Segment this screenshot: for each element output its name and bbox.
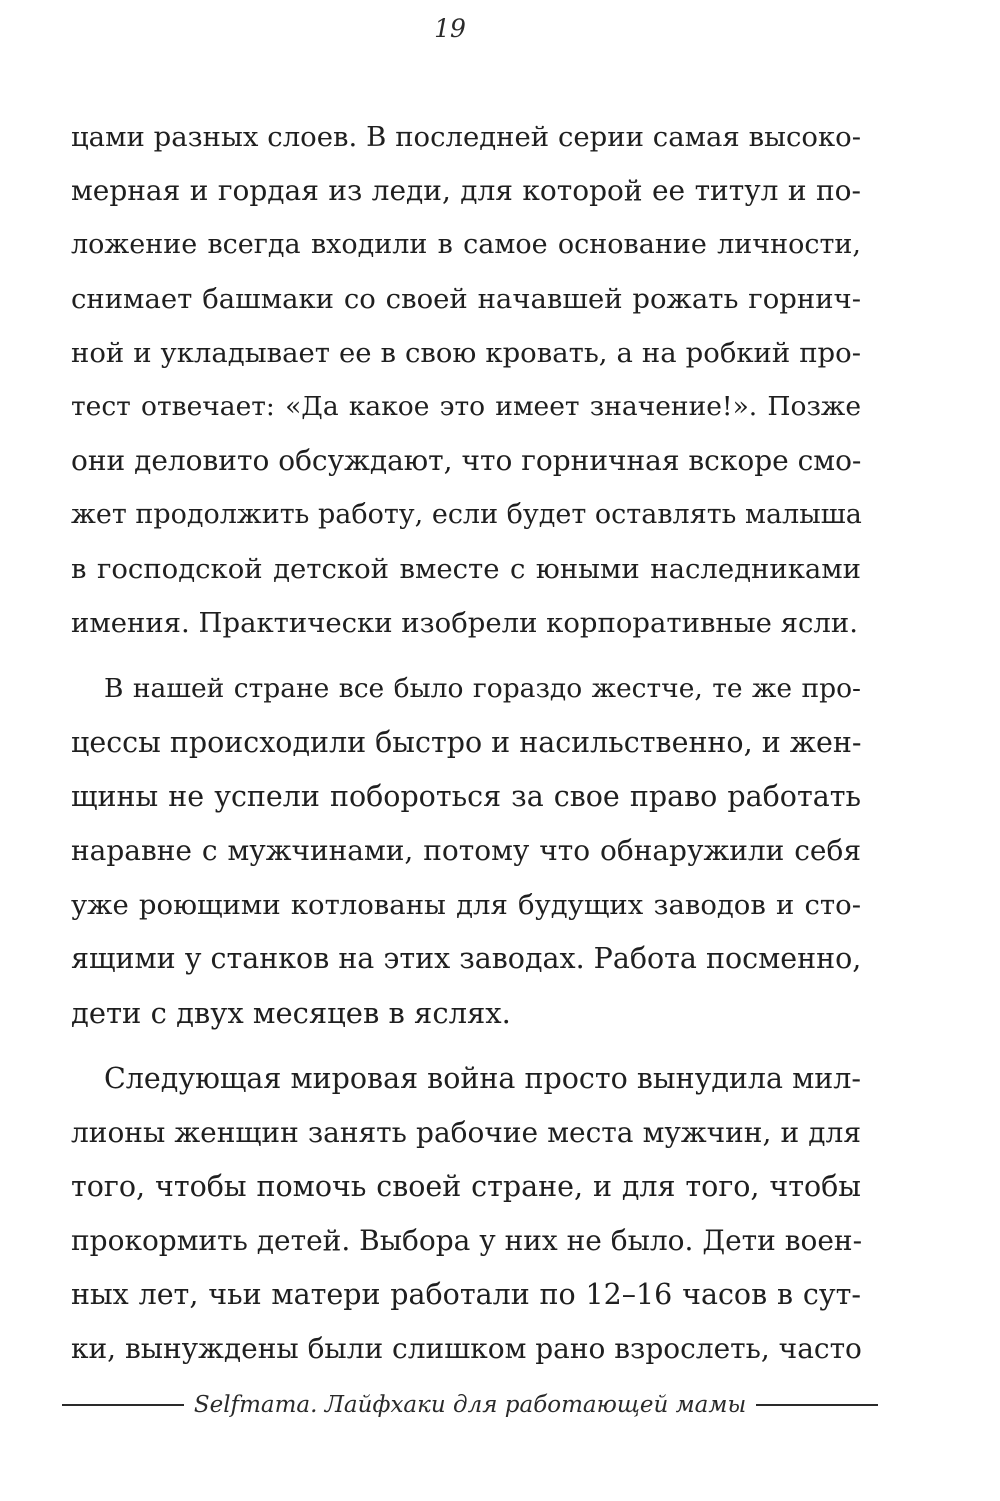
text-line: в господской детской вместе с юными наследниками [71,553,861,585]
text-line: ложение всегда входили в самое основание личности, [71,229,861,260]
text-line: наравне с мужчинами, потому что обнаружили себя [71,834,861,867]
text-line: мерная и гордая из леди, для которой ее титул и по- [71,174,861,207]
text-line: прокормить детей. Выбора у них не было. Дети воен- [71,1224,863,1257]
text-line: уже роющими котлованы для будущих заводов и сто- [71,889,861,921]
text-line: жет продолжить работу, если будет оставлять малыша [71,499,862,530]
text-line: ной и укладывает ее в свою кровать, а на робкий про- [71,337,861,369]
text-line: В нашей стране все было гораздо жестче, те же про- [104,673,861,704]
text-line: цами разных слоев. В последней серии самая высоко- [71,121,861,153]
page-number: 19 [434,14,466,43]
text-line: ящими у станков на этих заводах. Работа посменно, [71,942,862,975]
text-line: снимает башмаки со своей начавшей рожать горнич- [71,283,861,315]
text-line: того, чтобы помочь своей стране, и для того, чтобы [71,1170,861,1203]
text-line: лионы женщин занять рабочие места мужчин, и для [71,1116,861,1149]
running-title: Selfmama. Лайфхаки для работающей мамы [193,1392,747,1418]
footer-rule-right [756,1404,878,1406]
running-footer [62,1385,878,1425]
footer-rule-left [62,1404,184,1406]
text-line: они деловито обсуждают, что горничная вскоре смо- [71,444,862,477]
text-line: ки, вынуждены были слишком рано взрослеть, часто [71,1332,862,1365]
text-line: цессы происходили быстро и насильственно, и жен- [71,726,862,759]
text-line: Следующая мировая война просто вынудила мил- [104,1062,861,1095]
text-line: ных лет, чьи матери работали по 12–16 часов в сут- [71,1278,861,1311]
text-line: щины не успели побороться за свое право работать [71,780,861,813]
text-line: дети с двух месяцев в яслях. [71,996,511,1030]
text-line: имения. Практически изобрели корпоративные ясли. [71,607,858,639]
text-line: тест отвечает: «Да какое это имеет значение!». Позже [71,391,861,422]
